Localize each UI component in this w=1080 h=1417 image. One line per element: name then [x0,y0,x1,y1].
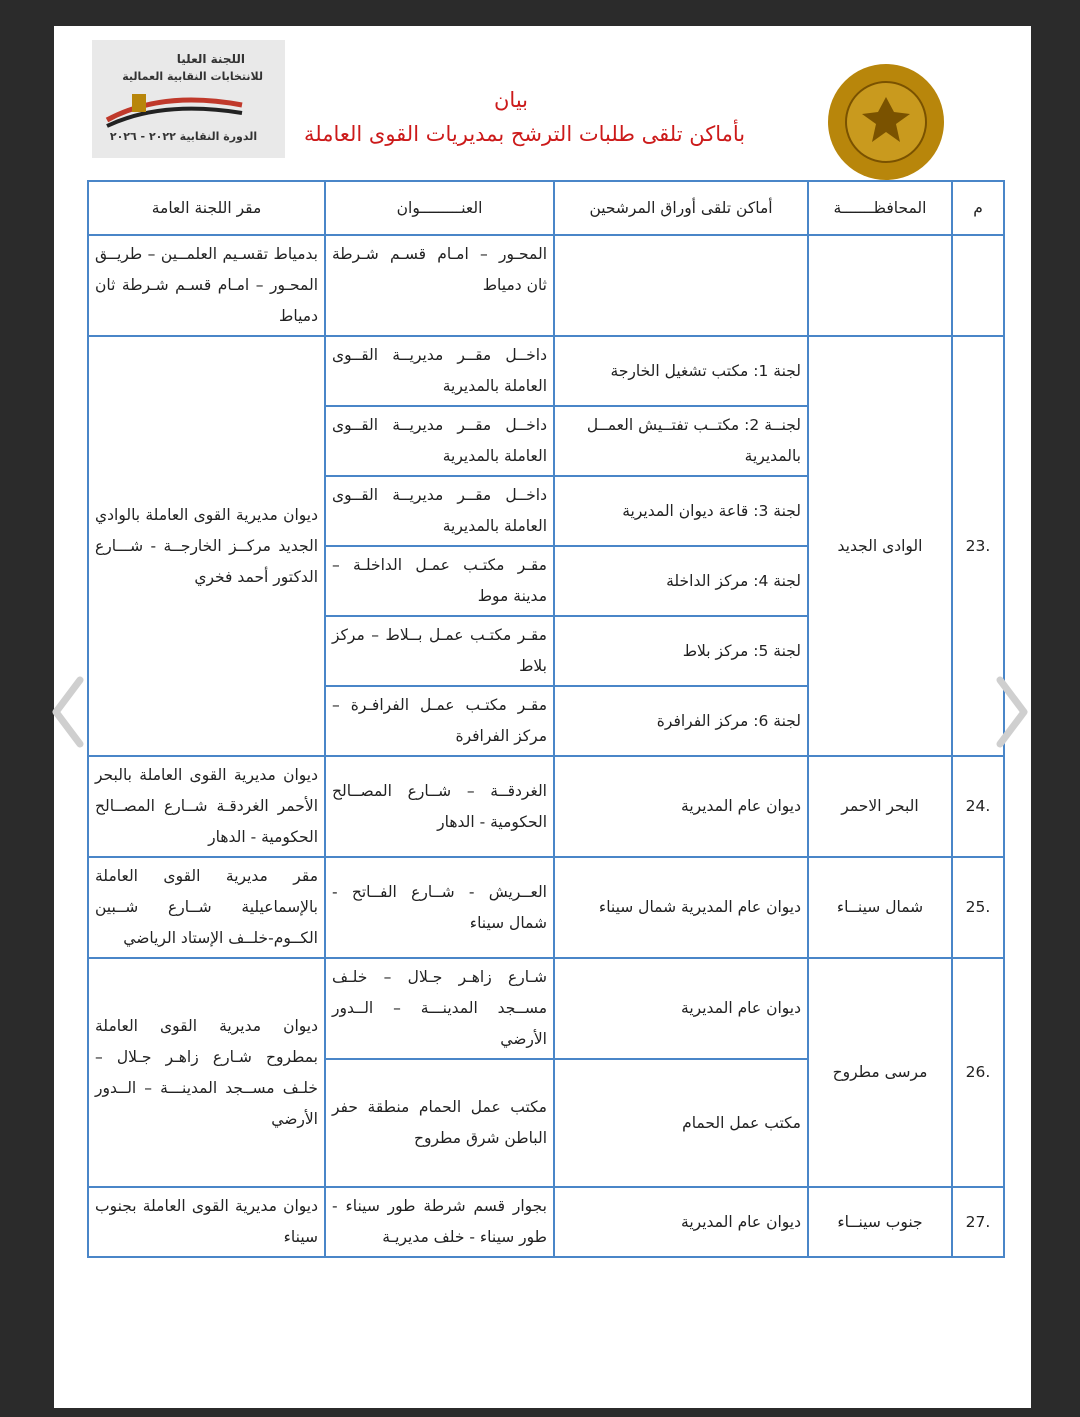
cell-place: لجنة 3: قاعة ديوان المديرية [554,476,808,546]
cell-governorate: الوادى الجديد [808,336,952,756]
cell-address: العــريش - شــارع الفــاتح - شمال سيناء [325,857,554,958]
cell-place: لجنة 6: مركز الفرافرة [554,686,808,756]
logo-line-3: الدورة النقابية ٢٠٢٢ - ٢٠٢٦ [109,130,258,143]
cell-address: داخــل مقــر مديريــة القــوى العاملة بالمديرية [325,476,554,546]
col-num: م [952,181,1004,235]
cell-place: لجنة 4: مركز الداخلة [554,546,808,616]
cell-address: داخــل مقــر مديريــة القــوى العاملة بالمديرية [325,406,554,476]
cell-num: .26 [952,958,1004,1187]
cell-place: ديوان عام المديرية [554,958,808,1059]
cell-address: داخــل مقــر مديريــة القــوى العاملة بالمديرية [325,336,554,406]
table-row [88,958,1004,1059]
col-address: العنـــــــــوان [325,181,554,235]
cell-address: بجوار قسم شرطة طور سيناء - طور سيناء - خلف مديريـة [325,1187,554,1257]
col-places: أماكن تلقى أوراق المرشحين [554,181,808,235]
page-title: بيان [494,88,529,112]
cell-num: .23 [952,336,1004,756]
cell-governorate: مرسى مطروح [808,958,952,1187]
cell-address: مكتب عمل الحمام منطقة حفر الباطن شرق مطروح [325,1059,554,1187]
cell-place: مكتب عمل الحمام [554,1059,808,1187]
cell-hq: ديوان مديرية القوى العاملة بمطروح شـارع زاهـر جـلال – خلـف مســجد المدينـــة – الــدور الأرضي [88,958,325,1187]
cell-address: المحـور – امـام قسـم شـرطة ثان دمياط [325,235,554,336]
col-governorate: المحافظـــــــة [808,181,952,235]
cell-place: ديوان عام المديرية شمال سيناء [554,857,808,958]
cell-num: .24 [952,756,1004,857]
cell-address: مقـر مكتـب عمـل الفرافـرة – مركز الفرافرة [325,686,554,756]
cell-hq: بدمياط تقسـيم العلمــين – طريــق المحـور – امـام قسـم شـرطة ثان دمياط [88,235,325,336]
cell-hq: ديوان مديرية القوى العاملة بالوادي الجديد مركــز الخارجــة - شـــارع الدكتور أحمد فخري [88,336,325,756]
cell-address: مقـر مكتـب عمـل الداخلـة – مدينة موط [325,546,554,616]
logo-line-2: للانتخابات النقابية العمالية [122,70,263,83]
ministry-seal-icon [826,62,946,182]
cell-governorate: شمال سينــاء [808,857,952,958]
logo-line-1: اللجنة العليا [176,52,245,66]
table-row [88,336,1004,406]
col-hq: مقر اللجنة العامة [88,181,325,235]
cell-place: ديوان عام المديرية [554,756,808,857]
cell-governorate: جنوب سينــاء [808,1187,952,1257]
table-header-row [88,181,1004,235]
cell-num: .27 [952,1187,1004,1257]
table-row [88,1187,1004,1257]
committee-logo [92,40,285,158]
cell-place: لجنة 5: مركز بلاط [554,616,808,686]
previous-page-arrow-icon[interactable] [50,676,86,748]
cell-address: مقـر مكتـب عمـل بــلاط – مركز بلاط [325,616,554,686]
candidacy-locations-table [87,180,1005,1258]
cell-num: .25 [952,857,1004,958]
cell-place: لجنــة 2: مكتــب تفتــيش العمــل بالمديرية [554,406,808,476]
cell-hq: ديوان مديرية القوى العاملة بجنوب سيناء [88,1187,325,1257]
cell-place: لجنة 1: مكتب تشغيل الخارجة [554,336,808,406]
cell-address: الغردقــة – شــارع المصــالح الحكومية - الدهار [325,756,554,857]
table-row [88,857,1004,958]
cell-hq: مقر مديرية القوى العاملة بالإسماعيلية شــارع شــبين الكــوم-خلــف الإستاد الرياضي [88,857,325,958]
cell-place: ديوان عام المديرية [554,1187,808,1257]
table-row [88,235,1004,336]
cell-governorate: البحر الاحمر [808,756,952,857]
cell-hq: ديوان مديرية القوى العاملة بالبحر الأحمر الغردقـة شــارع المصــالح الحكومية - الدهار [88,756,325,857]
cell-address: شـارع زاهـر جـلال – خلـف مســجد المدينـــة – الــدور الأرضي [325,958,554,1059]
eagle-flag-icon [102,80,252,130]
next-page-arrow-icon[interactable] [994,676,1030,748]
table-row [88,756,1004,857]
page-subtitle: بأماكن تلقى طلبات الترشح بمديريات القوى العاملة [304,122,746,146]
